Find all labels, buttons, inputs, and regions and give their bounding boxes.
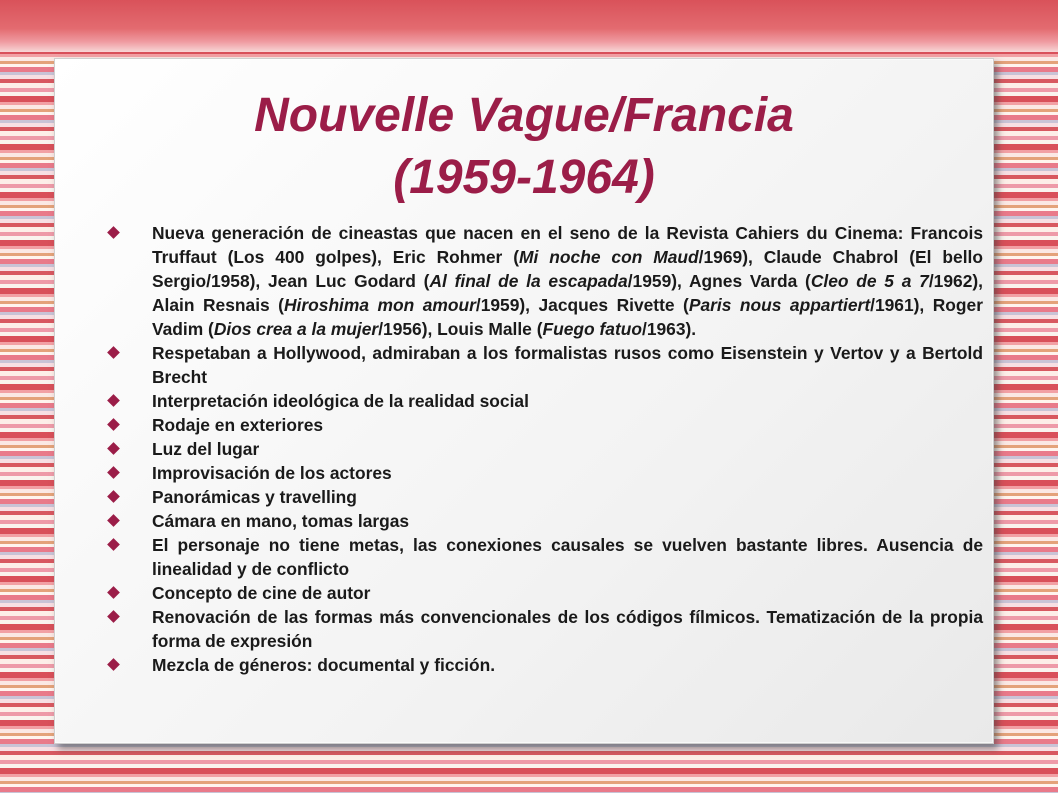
bullet-item — [105, 605, 983, 653]
diamond-bullet-icon — [107, 466, 120, 479]
film-title-italic: Cleo de 5 a 7 — [810, 271, 929, 291]
diamond-bullet-icon — [107, 610, 120, 623]
bullet-text — [152, 535, 983, 579]
film-title-italic: Al final de la escapada — [429, 271, 628, 291]
bullet-text-segment: /1962), Alain Resnais ( — [152, 271, 983, 315]
bullet-text-segment: Respetaban a Hollywood, admiraban a los formalistas rusos como Eisenstein y Vertov y a Bertold Brecht — [152, 343, 983, 387]
bullet-item — [105, 509, 983, 533]
diamond-bullet-icon — [107, 490, 120, 503]
bullet-text — [152, 655, 495, 675]
bullet-text-segment: El personaje no tiene metas, las conexiones causales se vuelven bastante libres. Ausencia de linealidad y de conflicto — [152, 535, 983, 579]
film-title-italic: Dios crea a la mujer — [213, 319, 379, 339]
film-title-italic: Fuego fatuo — [542, 319, 642, 339]
bullet-text — [152, 607, 983, 651]
bullet-text — [152, 511, 409, 531]
bullet-text — [152, 583, 370, 603]
bullet-text-segment: Concepto de cine de autor — [152, 583, 371, 603]
bullet-text — [152, 487, 357, 507]
slide-panel — [54, 58, 994, 744]
bullet-text-segment: Interpretación ideológica de la realidad social — [152, 391, 529, 411]
bullet-text-segment: /1959), Agnes Varda ( — [627, 271, 811, 291]
bullet-text-segment: /1956), Louis Malle ( — [378, 319, 543, 339]
film-title-italic: Paris nous appartiert — [688, 295, 871, 315]
bullet-text — [152, 463, 392, 483]
film-title-italic: Hiroshima mon amour — [283, 295, 476, 315]
bullet-item — [105, 437, 983, 461]
bullet-text-segment: Luz del lugar — [152, 439, 260, 459]
bullet-text-segment: Renovación de las formas más convencionales de los códigos fílmicos. Tematización de la propia forma de expresión — [152, 607, 983, 651]
diamond-bullet-icon — [107, 658, 120, 671]
bullet-list — [105, 221, 983, 677]
bullet-item — [105, 389, 983, 413]
diamond-bullet-icon — [107, 442, 120, 455]
bullet-text — [152, 343, 983, 387]
bullet-item — [105, 581, 983, 605]
bullet-text-segment: /1959), Jacques Rivette ( — [475, 295, 689, 315]
diamond-bullet-icon — [107, 394, 120, 407]
diamond-bullet-icon — [107, 586, 120, 599]
top-decorative-band — [0, 0, 1058, 52]
bullet-text — [152, 223, 983, 339]
diamond-bullet-icon — [107, 346, 120, 359]
bullet-text-segment: Cámara en mano, tomas largas — [152, 511, 410, 531]
bullet-item — [105, 485, 983, 509]
diamond-bullet-icon — [107, 418, 120, 431]
bullet-text — [152, 391, 529, 411]
diamond-bullet-icon — [107, 514, 120, 527]
slide-title — [55, 85, 993, 209]
bullet-item — [105, 533, 983, 581]
bullet-text-segment: /1963). — [641, 319, 697, 339]
bullet-text-segment: Mezcla de géneros: documental y ficción. — [152, 655, 496, 675]
title-line-2: (1959-1964) — [393, 151, 655, 204]
bullet-text-segment: Improvisación de los actores — [152, 463, 392, 483]
diamond-bullet-icon — [107, 226, 120, 239]
bullet-text-segment: Nueva generación de cineastas que nacen en el seno de la Revista Cahiers du Cinema: Francois Truffaut (Los 400 golpes), Eric Rohmer ( — [152, 223, 983, 267]
film-title-italic: Mi noche con Maud — [519, 247, 699, 267]
bullet-text — [152, 439, 259, 459]
bullet-item — [105, 413, 983, 437]
title-line-1: Nouvelle Vague/Francia — [254, 89, 794, 142]
bullet-item — [105, 221, 983, 341]
bullet-item — [105, 653, 983, 677]
bullet-text-segment: Panorámicas y travelling — [152, 487, 357, 507]
bullet-item — [105, 461, 983, 485]
bullet-text-segment: Rodaje en exteriores — [152, 415, 324, 435]
bullet-item — [105, 341, 983, 389]
diamond-bullet-icon — [107, 538, 120, 551]
bullet-text-segment: /1969), Claude Chabrol (El bello Sergio/1958), Jean Luc Godard ( — [152, 247, 983, 291]
bullet-text-segment: /1961), Roger Vadim ( — [152, 295, 983, 339]
bullet-text — [152, 415, 323, 435]
